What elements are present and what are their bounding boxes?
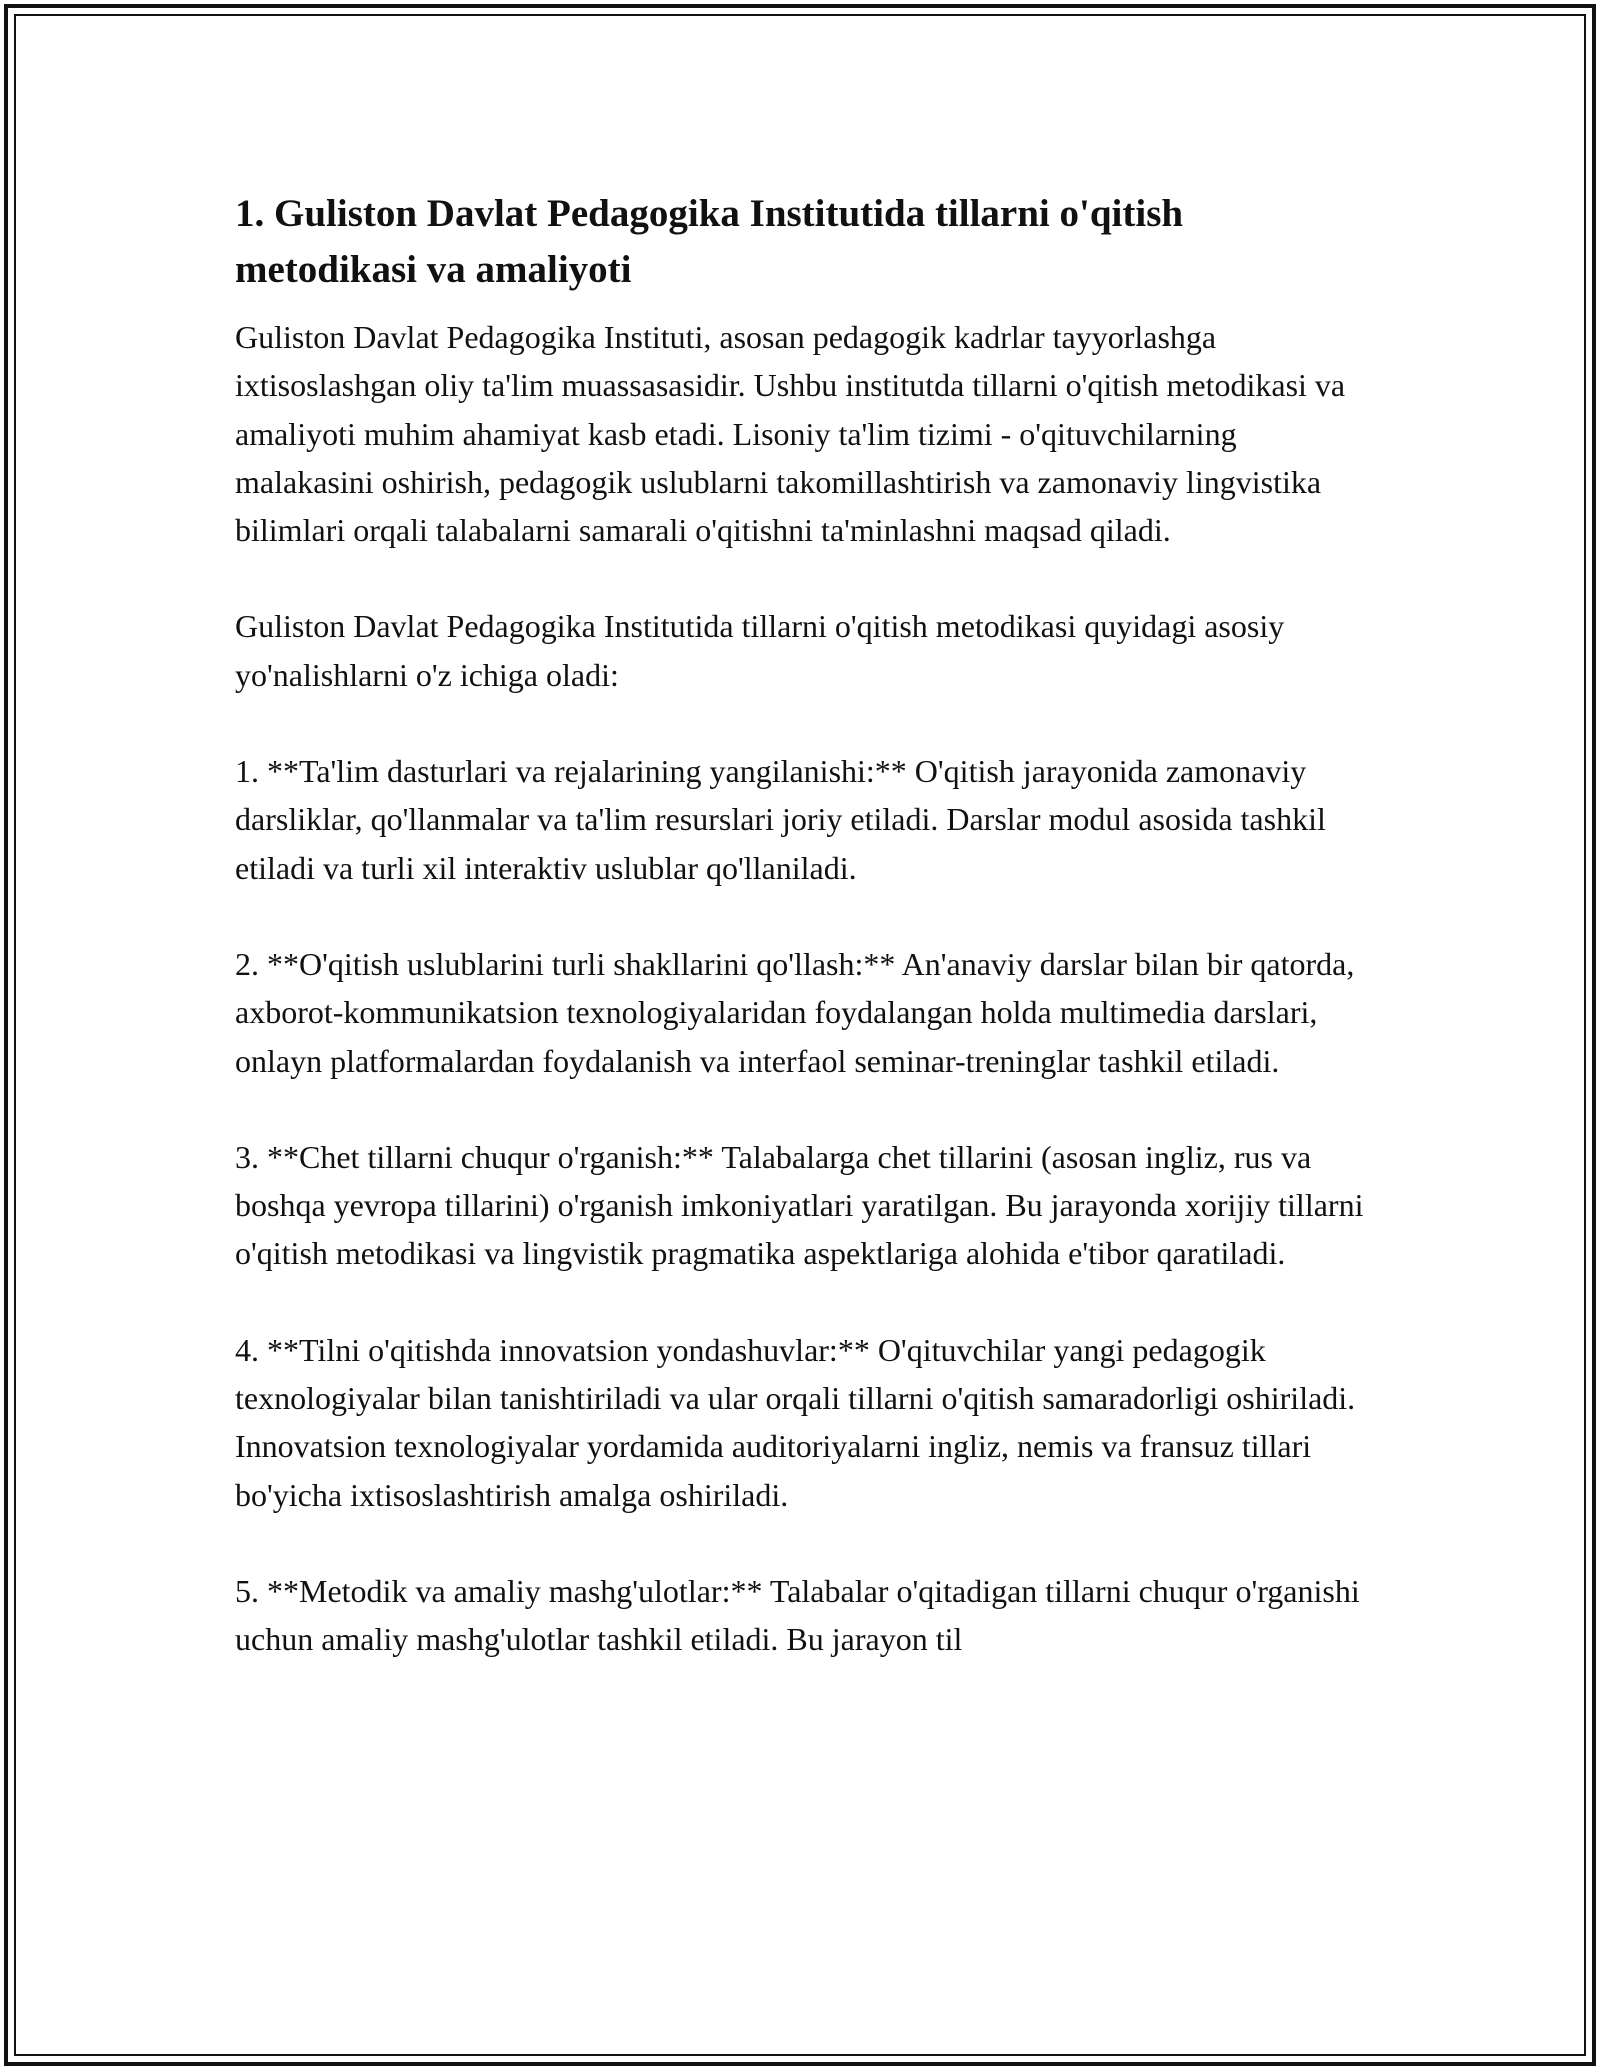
- section-heading: 1. Guliston Davlat Pedagogika Institutida tillarni o'qitish metodikasi va amaliyoti: [235, 192, 1184, 291]
- list-item-4: 4. **Tilni o'qitishda innovatsion yondashuvlar:** O'qituvchilar yangi pedagogik texnologiyalar bilan tanishtiriladi va ular orqali tillarni o'qitish samaradorligi oshiriladi. Innovatsion texnologiyalar yordamida auditoriyalarni ingliz, nemis va fransuz tillari bo'yicha ixtisoslashtirish amalga oshiriladi.: [235, 1331, 1356, 1513]
- document-body: [235, 186, 1370, 1664]
- list-item-5: 5. **Metodik va amaliy mashg'ulotlar:** Talabalar o'qitadigan tillarni chuqur o'rganishi uchun amaliy mashg'ulotlar tashkil etiladi. Bu jarayon til: [235, 1572, 1360, 1658]
- spacer: [235, 699, 1370, 747]
- list-item-3: 3. **Chet tillarni chuqur o'rganish:** Talabalarga chet tillarini (asosan ingliz, rus va boshqa yevropa tillarini) o'rganish imkoniyatlari yaratilgan. Bu jarayonda xorijiy tillarni o'qitish metodikasi va lingvistik pragmatika aspektlariga alohida e'tibor qaratiladi.: [235, 1138, 1364, 1272]
- spacer: [235, 298, 1370, 313]
- spacer: [235, 892, 1370, 940]
- directions-lead-paragraph: Guliston Davlat Pedagogika Institutida tillarni o'qitish metodikasi quyidagi asosiy yo'nalishlarni o'z ichiga oladi:: [235, 608, 1285, 693]
- spacer: [235, 1085, 1370, 1133]
- spacer: [235, 1278, 1370, 1326]
- spacer: [235, 1519, 1370, 1567]
- list-item-1: 1. **Ta'lim dasturlari va rejalarining yangilanishi:** O'qitish jarayonida zamonaviy darsliklar, qo'llanmalar va ta'lim resurslari joriy etiladi. Darslar modul asosida tashkil etiladi va turli xil interaktiv uslublar qo'llaniladi.: [235, 753, 1326, 886]
- spacer: [235, 554, 1370, 602]
- list-item-2: 2. **O'qitish uslublarini turli shakllarini qo'llash:** An'anaviy darslar bilan bir qatorda, axborot-kommunikatsion texnologiyalaridan foydalangan holda multimedia darslari, onlayn platformalardan foydalanish va interfaol seminar-treninglar tashkil etiladi.: [235, 945, 1355, 1079]
- intro-paragraph: Guliston Davlat Pedagogika Instituti, asosan pedagogik kadrlar tayyorlashga ixtisoslashgan oliy ta'lim muassasasidir. Ushbu institutda tillarni o'qitish metodikasi va amaliyoti muhim ahamiyat kasb etadi. Lisoniy ta'lim tizimi - o'qituvchilarning malakasini oshirish, pedagogik uslublarni takomillashtirish va zamonaviy lingvistika bilimlari orqali talabalarni samarali o'qitishni ta'minlashni maqsad qiladi.: [235, 319, 1346, 549]
